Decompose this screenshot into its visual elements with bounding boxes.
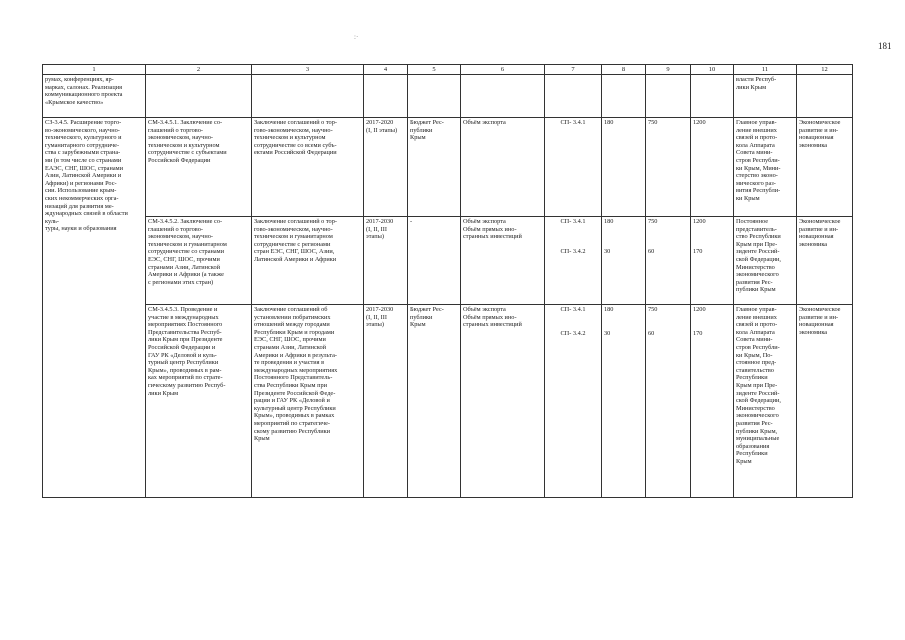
- measure-code: СМ-3.4.5.1. Заключение со- глашений о торгово- экономическом, научно- техническом и культурном сотрудничестве с субъектами Российской Федерации: [146, 118, 252, 217]
- period: 2017-2030 (I, II, III этапы): [364, 217, 408, 305]
- value-stage3: 1200: [691, 118, 734, 217]
- value-stage2: 750 60: [646, 217, 691, 305]
- header-row: [43, 65, 853, 75]
- period: 2017-2030 (I, II, III этапы): [364, 305, 408, 498]
- col-header-6: 6: [461, 65, 545, 75]
- table-row: [43, 305, 853, 498]
- responsible: Постоянное представитель- ство Республики Крым при Пре- зиденте Россий- ской Федерации, Министерство экономического развития Рес- публики Крым: [734, 217, 797, 305]
- cont-cell-1: румах, конференциях, яр- марках, салонах. Реализация коммуникационного проекта «Крымское качество»: [43, 75, 146, 118]
- strategy-table: [42, 64, 853, 498]
- indicator-code: СП- 3.4.1 СП- 3.4.2: [545, 305, 602, 498]
- col-header-11: 11: [734, 65, 797, 75]
- indicator-code: СП- 3.4.1 СП- 3.4.2: [545, 217, 602, 305]
- indicator-code: СП- 3.4.1: [545, 118, 602, 217]
- measure-desc: Заключение соглашений о тор- гово-экономическом, научно- техническом и культурном сотрудничестве со всеми субъ- ектами Российской Федерации: [252, 118, 364, 217]
- col-header-5: 5: [408, 65, 461, 75]
- measure-desc: Заключение соглашений об установлении побратимских отношений между городами Республики Крым и городами ЕЭС, СНГ, ШОС, прочими странами Азии, Латинской Америки и Африки в результа- те проведения и участия в международных мероприятиях Постоянного Представитель- ства Республики Крым при Президенте Российской Феде- рации и ГАУ РК «Деловой и культурный центр Республики Крым», проводимых в рамках мероприятий по стратегиче- скому развитию Республики Крым: [252, 305, 364, 498]
- scan-speck: :·: [354, 33, 359, 41]
- col-header-2: 2: [146, 65, 252, 75]
- col-header-4: 4: [364, 65, 408, 75]
- measure-code: СМ-3.4.5.2. Заключение со- глашений о торгово- экономическом, научно- техническом и гуманитарном сотрудничестве со странами ЕЭС, СНГ, ШОС, прочими странами Азии, Латинской Америки и Африки (а также с регионами этих стран): [146, 217, 252, 305]
- value-stage3: 1200 170: [691, 305, 734, 498]
- col-header-1: 1: [43, 65, 146, 75]
- value-stage2: 750 60: [646, 305, 691, 498]
- direction: Экономическое развитие и ин- новационная экономика: [797, 118, 853, 217]
- indicator: Объём экспорта Объём прямых ино- странных инвестиций: [461, 305, 545, 498]
- goal-cell: СЗ-3.4.5. Расширение торго- во-экономического, научно- технического, культурного и гуманитарного сотрудниче- ства с зарубежными страна- ми (в том числе со странами ЕАЭС, СНГ, ШОС, странами Азии, Латинской Америки и Африки) и регионами Рос- сии. Использование крым- ских некоммерческих орга- низаций для развития ме- ждународных связей в области куль- туры, науки и образования: [43, 118, 146, 498]
- direction: Экономическое развитие и ин- новационная экономика: [797, 305, 853, 498]
- value-stage2: 750: [646, 118, 691, 217]
- funding-source: -: [408, 217, 461, 305]
- col-header-3: 3: [252, 65, 364, 75]
- value-stage1: 180: [602, 118, 646, 217]
- measure-desc: Заключение соглашений о тор- гово-экономическом, научно- техническом и гуманитарном сотрудничестве с регионами стран ЕЭС, СНГ, ШОС, Азии, Латинской Америки и Африки: [252, 217, 364, 305]
- period: 2017-2020 (I, II этапы): [364, 118, 408, 217]
- table-row: [43, 118, 853, 217]
- responsible: Главное управ- ление внешних связей и прото- кола Аппарата Совета мини- стров Республи- ки Крым, Мини- стерство эконо- мического раз- вития Республи- ки Крым: [734, 118, 797, 217]
- table-row: [43, 75, 853, 118]
- value-stage1: 180 30: [602, 305, 646, 498]
- table-row: [43, 217, 853, 305]
- cont-cell-11: власти Респуб- лики Крым: [734, 75, 797, 118]
- funding-source: Бюджет Рес- публики Крым: [408, 118, 461, 217]
- indicator: Объём экспорта: [461, 118, 545, 217]
- value-stage1: 180 30: [602, 217, 646, 305]
- col-header-7: 7: [545, 65, 602, 75]
- col-header-9: 9: [646, 65, 691, 75]
- measure-code: СМ-3.4.5.3. Проведение и участие в международных мероприятиях Постоянного Представительства Респуб- лики Крым при Президенте Российской Федерации и ГАУ РК «Деловой и куль- турный центр Республики Крым», проводимых в рам- ках мероприятий по страте- гическому развитию Респуб- лики Крым: [146, 305, 252, 498]
- col-header-10: 10: [691, 65, 734, 75]
- indicator: Объём экспорта Объём прямых ино- странных инвестиций: [461, 217, 545, 305]
- responsible: Главное управ- ление внешних связей и прото- кола Аппарата Совета мини- стров Республи- ки Крым, По- стоянное пред- ставительство Республики Крым при Пре- зиденте Россий- ской Федерации, Министерство экономического развития Рес- публики Крым, муниципальные образования Республики Крым: [734, 305, 797, 498]
- funding-source: Бюджет Рес- публики Крым: [408, 305, 461, 498]
- col-header-8: 8: [602, 65, 646, 75]
- direction: Экономическое развитие и ин- новационная экономика: [797, 217, 853, 305]
- col-header-12: 12: [797, 65, 853, 75]
- value-stage3: 1200 170: [691, 217, 734, 305]
- page-number: 181: [878, 41, 892, 51]
